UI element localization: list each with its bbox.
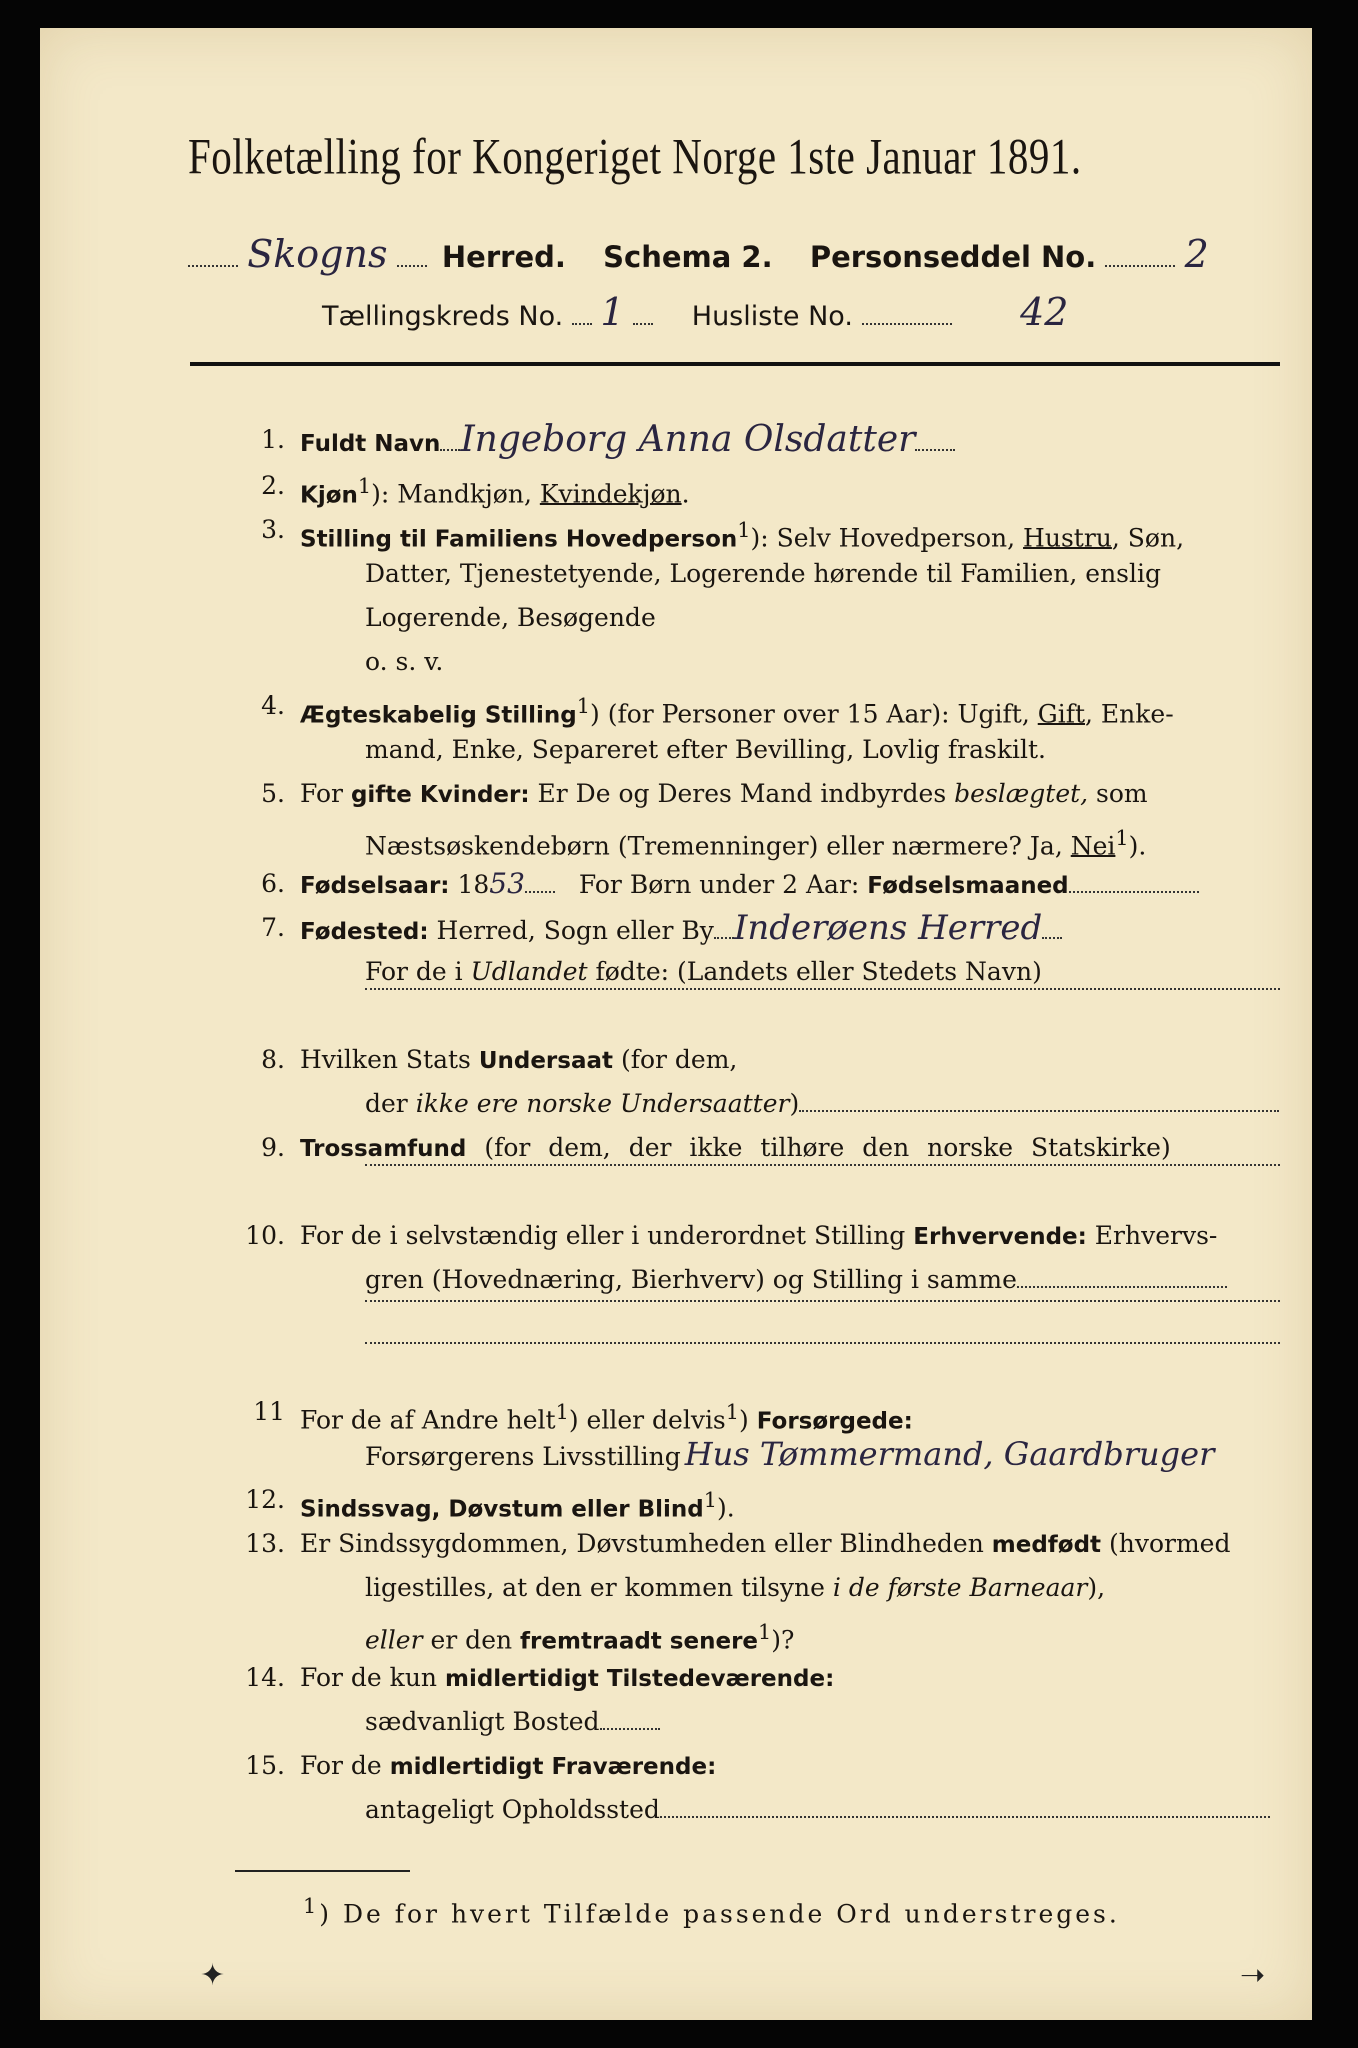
form-title: Folketælling for Kongeriget Norge 1ste Januar 1891. <box>188 127 1082 185</box>
item-number: 3. <box>261 515 285 544</box>
blank-line <box>365 1164 1280 1166</box>
birthplace-value: Inderøens Herred <box>733 908 1043 948</box>
personseddel-label: Personseddel No. <box>809 240 1097 274</box>
item-label: Ægteskabelig Stilling <box>300 702 577 729</box>
item-text: Forsørgerens Livsstilling <box>365 1442 681 1471</box>
item-number: 14. <box>245 1663 285 1692</box>
kreds-label: Tællingskreds No. <box>322 301 564 332</box>
item-label: Kjøn <box>300 482 358 509</box>
item-number: 5. <box>261 779 285 808</box>
item-number: 9. <box>261 1133 285 1162</box>
item-number: 11 <box>253 1397 285 1426</box>
schema-label: Schema 2. <box>603 240 773 274</box>
item-number: 13. <box>245 1529 285 1558</box>
pen-mark-icon: ✦ <box>200 1958 226 1993</box>
footnote-ref: 1 <box>576 694 591 718</box>
item-number: 10. <box>245 1221 285 1250</box>
item-label: Fødested: <box>300 919 429 945</box>
item-text: gren (Hovednæring, Bierhverv) og Stilling i samme <box>365 1265 1017 1294</box>
herred-label: Herred. <box>441 240 566 274</box>
item-number: 6. <box>261 869 285 898</box>
header-rule <box>190 362 1280 366</box>
item-label: midlertidigt Tilstedeværende: <box>444 1666 835 1692</box>
underlined-option: Gift <box>1037 699 1085 729</box>
underlined-option: Hustru <box>1023 523 1112 553</box>
underlined-option: Nei <box>1070 831 1116 861</box>
item-label: medfødt <box>991 1532 1102 1558</box>
item-text: mand, Enke, Separeret efter Bevilling, Lovlig fraskilt. <box>365 735 1046 764</box>
footnote-ref: 1 <box>1115 826 1129 850</box>
item-label: Erhvervende: <box>913 1224 1087 1250</box>
item-label: Undersaat <box>478 1048 613 1074</box>
herred-row <box>188 232 1209 276</box>
item-number: 8. <box>261 1045 285 1074</box>
underlined-option: Kvindekjøn <box>539 479 682 509</box>
item-label: fremtraadt senere <box>520 1628 759 1655</box>
footnote-ref: 1 <box>357 474 372 498</box>
footnote-text: ) De for hvert Tilfælde passende Ord understreges. <box>319 1899 1120 1929</box>
personseddel-value: 2 <box>1184 232 1209 276</box>
item-number: 15. <box>245 1751 285 1780</box>
husliste-label: Husliste No. <box>691 301 853 332</box>
item-number: 2. <box>261 471 285 500</box>
item-label: Forsørgede: <box>756 1408 913 1435</box>
pen-mark-icon: ➝ <box>1240 1958 1266 1993</box>
item-label: gifte Kvinder: <box>350 782 530 808</box>
item-label: Fuldt Navn <box>300 431 441 457</box>
footnote-ref: 1 <box>703 1488 718 1512</box>
item-label: Sindssvag, Døvstum eller Blind <box>300 1496 704 1523</box>
item-text: Logerende, Besøgende <box>365 603 656 632</box>
item-label: Stilling til Familiens Hovedperson <box>300 526 738 553</box>
item-label: Fødselsmaaned <box>867 873 1069 899</box>
footnote-ref: 1 <box>758 1620 772 1644</box>
kreds-row <box>322 290 1068 334</box>
item-number: 7. <box>261 913 285 942</box>
footnote-ref: 1 <box>737 518 751 542</box>
kreds-value: 1 <box>600 290 625 334</box>
full-name-value: Ingeborg Anna Olsdatter <box>460 419 916 460</box>
item-text: antageligt Opholdssted <box>365 1795 660 1824</box>
item-label: Trossamfund <box>300 1136 467 1162</box>
item-label: Fødselsaar: <box>300 873 450 899</box>
blank-line <box>365 1300 1280 1302</box>
item-label: midlertidigt Fraværende: <box>389 1754 717 1780</box>
item-text: o. s. v. <box>365 647 444 676</box>
herred-value: Skogns <box>247 232 388 276</box>
footnote-ref: 1 <box>725 1400 740 1424</box>
census-form-page: Folketælling for Kongeriget Norge 1ste Januar 1891. Skogns Herred. Schema 2. Personseddel No. 2 Tællingskreds No. 1 Husliste No. 42 1. Fuldt Navn Ingeborg Anna Olsdatter 2. Kjøn$^1$): Mandkjøn, Kvindekjøn. 3. Stilling til Familiens Hovedperson$^1$): Selv Hovedperson, Hustru, Søn, Datter, Tjenestetyende, Logerende hørende til Familien, enslig Logerende, Besøgende o. s. v. 4. Ægteskabelig Stilling$^1$) (for Personer over 15 Aar): Ugift, Gift, Enke- mand, Enke, Separeret efter Bevilling, Lovlig fraskilt. 5. For gifte Kvinder: Er De og Deres Mand indbyrdes beslægtet, som Næstsøskendebørn (Tremenninger) eller nærmere? Ja, Nei$^1$). 6. Fødselsaar: 1853 For Børn under 2 Aar: Fødselsmaaned 7. Fødested: Herred, Sogn eller By Inderøens Herred For de i Udlandet fødte: (Landets eller Stedets Navn) 8. Hvilken Stats Undersaat (for dem, der ikke ere norske Undersaatter) 9. Trossamfund (for dem, der ikke tilhøre den norske Statskirke) 10. For de i selvstændig eller i underordnet Stilling Erhvervende: Erhvervs- gren (Hovednæring, Bierhverv) og Stilling i samme 11 For de af Andre helt$^1$) eller delvis$^1$) Forsørgede: Forsørgerens Livsstilling Hus Tømmermand, Gaardbruger 12. Sindssvag, Døvstum eller Blind$^1$). 13. Er Sindssygdommen, Døvstumheden eller Blindheden medfødt (hvormed ligestilles, at den er kommen tilsyne i de første Barneaar), eller er den fremtraadt senere$^1$)? 14. For de kun midlertidigt Tilstedeværende: sædvanligt Bosted 15. For de midlertidigt Fraværende: antageligt Opholdssted $^1$) De for hvert Tilfælde passende Ord understreges. ✦ ➝ <box>40 28 1312 2020</box>
blank-line <box>365 988 1280 990</box>
item-text: Datter, Tjenestetyende, Logerende hørende til Familien, enslig <box>365 559 1162 588</box>
footnote-ref: 1 <box>303 1894 320 1918</box>
item-text: ): Mandkjøn, <box>371 479 540 509</box>
item-number: 1. <box>261 425 285 454</box>
birth-year-value: 53 <box>489 867 525 900</box>
item-text: sædvanligt Bosted <box>365 1707 600 1736</box>
footnote-ref: 1 <box>555 1400 569 1424</box>
footnote-rule <box>235 1870 410 1872</box>
blank-line <box>365 1342 1280 1344</box>
footnote <box>303 1894 1120 1928</box>
provider-occupation-value: Hus Tømmermand, Gaardbruger <box>684 1435 1215 1473</box>
item-number: 12. <box>245 1485 285 1514</box>
husliste-value: 42 <box>1020 290 1069 334</box>
item-number: 4. <box>261 691 285 720</box>
